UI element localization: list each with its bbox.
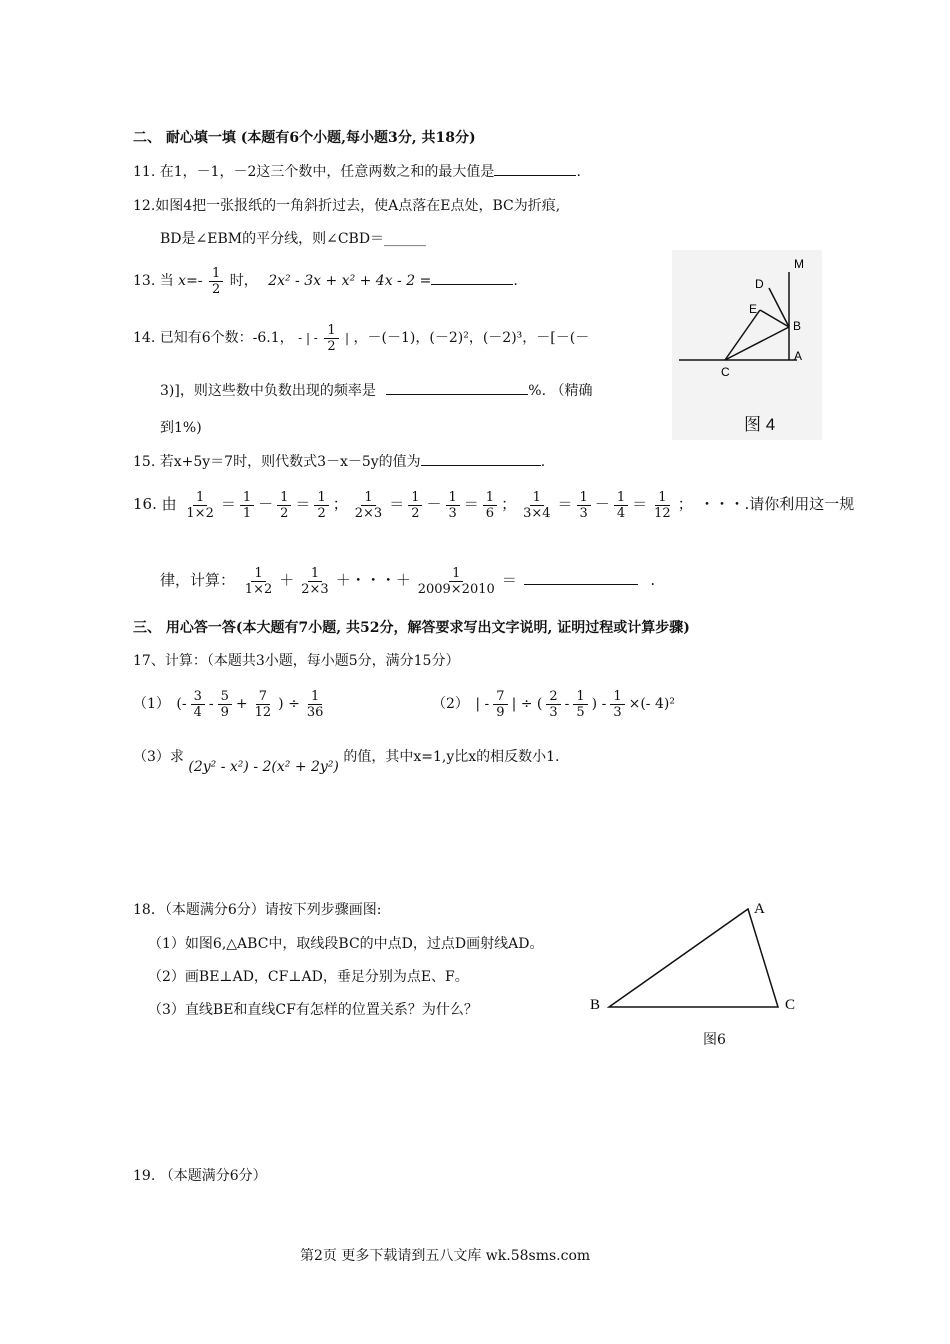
answer-blank	[524, 584, 638, 585]
fraction: $\frac{3}{4}$	[191, 689, 205, 720]
label-C: C	[785, 997, 796, 1013]
label-D: D	[755, 277, 764, 291]
section2-heading: 二、 耐心填一填 (本题有6个小题,每小题3分, 共18分)	[133, 130, 476, 146]
formula-operator: ＝	[501, 571, 517, 589]
formula-operator: ＋・・・＋	[335, 571, 411, 589]
formula-operator: -	[564, 696, 570, 712]
answer-blank	[421, 465, 541, 466]
question-18: 18．（本题满分6分）请按下列步骤画图:	[133, 902, 382, 918]
formula-operator: | -	[475, 696, 490, 712]
question-16-line1: 16. 由 $\frac{1}{1\times 2}$ ＝ $\frac{1}{1}$ － $\frac{1}{2}$ ＝ $\frac{1}{2}$ ； $\frac{1}{2\times 3}$ ＝ $\frac{1}{2}$ － $\frac{1}{3}$ ＝ $\frac{1}{6}$ ； $\frac{1}{3\times 4}$ ＝ $\frac{1}{3}$ － $\frac{1}{4}$ ＝ $\frac{1}{12}$ ； ・・・.请你利用这一规	[133, 489, 855, 521]
figure-4	[672, 250, 822, 440]
label-B: B	[590, 997, 601, 1013]
label-M: M	[794, 257, 804, 271]
fraction: $\frac{1}{12}$	[654, 489, 671, 521]
question-11: 11. 在1，－1，－2这三个数中，任意两数之和的最大值是 .	[133, 164, 581, 180]
fraction: $\frac{1}{3}$	[577, 490, 591, 521]
question-14-line3: 到1%)	[160, 420, 202, 436]
fraction: $\frac{1}{1\times 2}$	[244, 565, 273, 597]
label-C: C	[721, 365, 730, 379]
question-19: 19. （本题满分6分）	[133, 1168, 267, 1184]
fraction: $\frac{1}{3}$	[446, 490, 460, 521]
fraction: $\frac{1}{3\times 4}$	[523, 489, 551, 521]
fraction: $\frac{1}{4}$	[614, 490, 628, 521]
formula-operator: (-	[176, 696, 187, 712]
question-14-line2: 3)]，则这些数中负数出现的频率是 %. （精确	[160, 383, 593, 399]
question-17: 17、计算：（本题共3小题，每小题5分，满分15分）	[133, 653, 460, 669]
question-15: 15. 若x+5y＝7时，则代数式3－x－5y的值为 .	[133, 454, 546, 470]
fraction: $\frac{7}{12}$	[254, 688, 272, 720]
fraction: $\frac{1}{2}$	[314, 490, 328, 521]
formula-operator: －	[426, 495, 442, 513]
formula-operator: -	[208, 696, 214, 712]
page-footer: 第2页 更多下载请到五八文库 wk.58sms.com	[300, 1248, 591, 1264]
fraction: $\frac{1}{36}$	[306, 688, 324, 720]
question-18-step1: （1）如图6,△ABC中，取线段BC的中点D，过点D画射线AD。	[148, 936, 544, 952]
fraction: $\frac{2}{3}$	[546, 689, 560, 720]
fraction: $\frac{1}{2\times 3}$	[354, 489, 383, 521]
formula-operator: ＋	[279, 571, 295, 589]
section3-heading: 三、 用心答一答(本大题有7小题, 共52分，解答要求写出文字说明, 证明过程或计算步骤)	[133, 620, 690, 636]
formula-operator: | ÷ (	[511, 696, 543, 712]
fraction: $\frac{1}{2009\times 2010}$	[417, 565, 495, 597]
answer-blank	[431, 284, 513, 285]
question-17-2: （2） | - $\frac{7}{9}$ | ÷ ( $\frac{2}{3}$ - $\frac{1}{5}$ ) - $\frac{1}{3}$ ×(- 4)²	[432, 688, 675, 720]
formula-operator: ＝	[557, 495, 573, 513]
formula-operator: －	[594, 495, 610, 513]
formula-operator: ＝	[389, 495, 405, 513]
answer-blank	[386, 394, 528, 395]
question-16-line2: 律，计算： $\frac{1}{1\times 2}$ ＋ $\frac{1}{2\times 3}$ ＋・・・＋ $\frac{1}{2009\times 2010}$ ＝ .	[160, 565, 656, 597]
fraction: $\frac{1}{1}$	[240, 490, 254, 521]
formula-operator: +	[235, 696, 248, 712]
question-18-step3: （3）直线BE和直线CF有怎样的位置关系？为什么？	[148, 1002, 478, 1018]
formula-operator: ) ÷	[278, 696, 300, 712]
formula-operator: －	[258, 495, 274, 513]
fraction: $\frac{1}{2}$	[324, 323, 338, 354]
question-17-1: （1） (- $\frac{3}{4}$ - $\frac{5}{9}$ + $\frac{7}{12}$ ) ÷ $\frac{1}{36}$	[133, 684, 328, 724]
answer-blank	[494, 175, 576, 176]
fraction: $\frac{1}{2\times 3}$	[301, 565, 329, 597]
fraction: $\frac{1}{3}$	[610, 689, 624, 720]
fraction: $\frac{5}{9}$	[218, 689, 232, 720]
question-18-step2: （2）画BE⊥AD，CF⊥AD，垂足分别为点E、F。	[148, 969, 469, 985]
formula-operator: ；	[501, 495, 517, 513]
label-A: A	[794, 349, 803, 363]
label-B: B	[793, 319, 802, 333]
fraction: $\frac{1}{1\times 2}$	[186, 489, 214, 521]
question-13: 13. 当 x=- $\frac{1}{2}$ 时， 2x² - 3x + x² + 4x - 2 = .	[133, 265, 518, 297]
question-12-line1: 12.如图4把一张报纸的一角斜折过去，使A点落在E点处，BC为折痕,	[133, 198, 561, 214]
formula-operator: ＝	[463, 495, 479, 513]
figure-6-caption: 图6	[703, 1032, 726, 1048]
formula-operator: ；	[332, 495, 348, 513]
formula-operator: ＝	[295, 495, 311, 513]
fraction: $\frac{1}{2}$	[408, 490, 422, 521]
formula-operator: ；	[677, 495, 693, 513]
figure-4-caption: 图 4	[744, 415, 776, 434]
fraction: $\frac{1}{2}$	[277, 490, 291, 521]
fraction: $\frac{1}{6}$	[483, 490, 497, 521]
formula-operator: ) -	[591, 696, 607, 712]
question-14-line1: 14. 已知有6个数：-6.1， - | - $\frac{1}{2}$ | ，－(－1)，(－2)²，(－2)³，－[－(－	[133, 322, 590, 354]
fraction: $\frac{1}{2}$	[209, 266, 223, 297]
question-17-3: （3）求 (2y² - x²) - 2(x² + 2y²) 的值，其中x=1,y比x的相反数小1.	[133, 749, 560, 775]
label-A: A	[754, 901, 765, 917]
formula-operator: ×(- 4)²	[628, 696, 675, 712]
fraction: $\frac{1}{5}$	[573, 689, 587, 720]
formula-operator: ＝	[220, 495, 236, 513]
formula-operator: ＝	[632, 495, 648, 513]
question-12-line2: BD是∠EBM的平分线，则∠CBD＝______	[160, 231, 427, 247]
figure-6-diagram	[585, 895, 805, 1025]
fraction: $\frac{7}{9}$	[493, 689, 507, 720]
label-E: E	[749, 302, 758, 316]
